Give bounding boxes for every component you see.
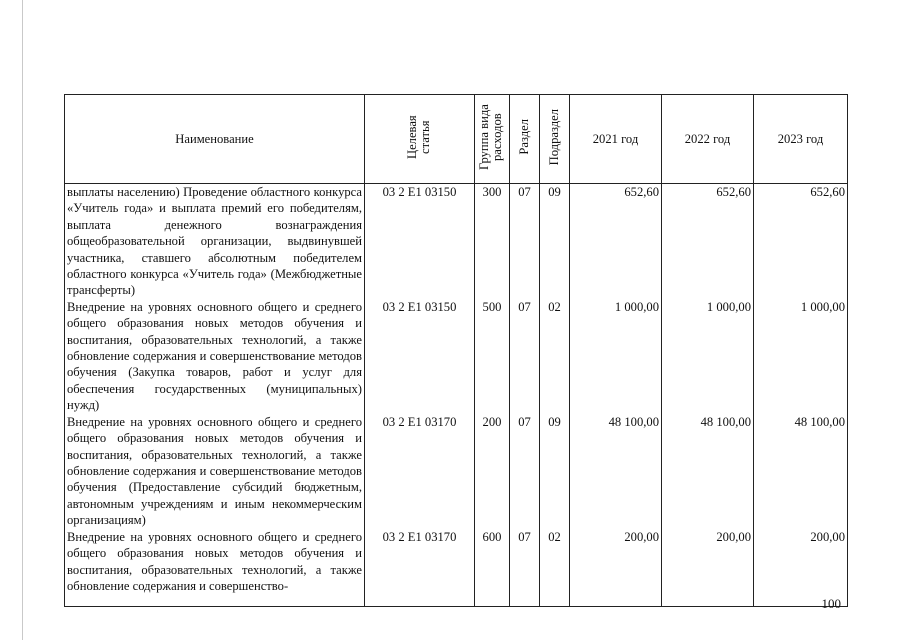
row-2023: 200,00 xyxy=(754,529,848,607)
row-subsection: 02 xyxy=(540,299,570,414)
row-2023: 652,60 xyxy=(754,184,848,299)
table-row xyxy=(65,299,848,414)
header-2021: 2021 год xyxy=(570,95,662,184)
row-group: 200 xyxy=(475,414,510,529)
row-2021: 1 000,00 xyxy=(570,299,662,414)
row-2022: 652,60 xyxy=(662,184,754,299)
row-2023: 1 000,00 xyxy=(754,299,848,414)
row-2021: 652,60 xyxy=(570,184,662,299)
row-subsection: 09 xyxy=(540,184,570,299)
row-section: 07 xyxy=(510,299,540,414)
row-target: 03 2 E1 03170 xyxy=(365,414,475,529)
row-subsection: 02 xyxy=(540,529,570,607)
header-target: Целевая статья xyxy=(365,95,475,184)
table-row xyxy=(65,414,848,529)
header-section: Раздел xyxy=(510,95,540,184)
row-target: 03 2 E1 03150 xyxy=(365,299,475,414)
budget-table xyxy=(64,94,848,607)
row-group: 600 xyxy=(475,529,510,607)
row-section: 07 xyxy=(510,414,540,529)
header-subsection: Подраздел xyxy=(540,95,570,184)
header-name: Наименование xyxy=(65,95,365,184)
row-name: Внедрение на уровнях основного общего и среднего общего образования новых методов обучения и воспитания, образовательных технологий, а также обновление содержания и совершенствование методов обучения (Закупка товаров, работ и услуг для обеспечения государственных (муниципальных) нужд) xyxy=(65,299,365,414)
header-group: Группа вида расходов xyxy=(475,95,510,184)
row-target: 03 2 E1 03150 xyxy=(365,184,475,299)
row-group: 500 xyxy=(475,299,510,414)
row-name: выплаты населению) Проведение областного конкурса «Учитель года» и выплата премий его победителям, выплата денежного вознаграждения общеобразовательной организации, выдвинувшей участника, ставшего абсолютным победителем областного конкурса «Учитель года» (Межбюджетные трансферты) xyxy=(65,184,365,299)
table-row xyxy=(65,529,848,607)
row-name: Внедрение на уровнях основного общего и среднего общего образования новых методов обучения и воспитания, образовательных технологий, а также обновление содержания и совершенство- xyxy=(65,529,365,607)
row-section: 07 xyxy=(510,529,540,607)
row-group: 300 xyxy=(475,184,510,299)
row-2021: 200,00 xyxy=(570,529,662,607)
row-target: 03 2 E1 03170 xyxy=(365,529,475,607)
row-2022: 1 000,00 xyxy=(662,299,754,414)
table-row xyxy=(65,184,848,299)
header-2022: 2022 год xyxy=(662,95,754,184)
row-2021: 48 100,00 xyxy=(570,414,662,529)
row-2023: 48 100,00 xyxy=(754,414,848,529)
page-number: 100 xyxy=(821,596,841,611)
row-subsection: 09 xyxy=(540,414,570,529)
row-2022: 48 100,00 xyxy=(662,414,754,529)
row-name: Внедрение на уровнях основного общего и среднего общего образования новых методов обучения и воспитания, образовательных технологий, а также обновление содержания и совершенствование методов обучения (Предоставление субсидий бюджетным, автономным учреждениям и иным некоммерческим организациям) xyxy=(65,414,365,529)
table-header-row xyxy=(65,95,848,184)
row-section: 07 xyxy=(510,184,540,299)
page-edge-line xyxy=(22,0,23,640)
row-2022: 200,00 xyxy=(662,529,754,607)
header-2023: 2023 год xyxy=(754,95,848,184)
